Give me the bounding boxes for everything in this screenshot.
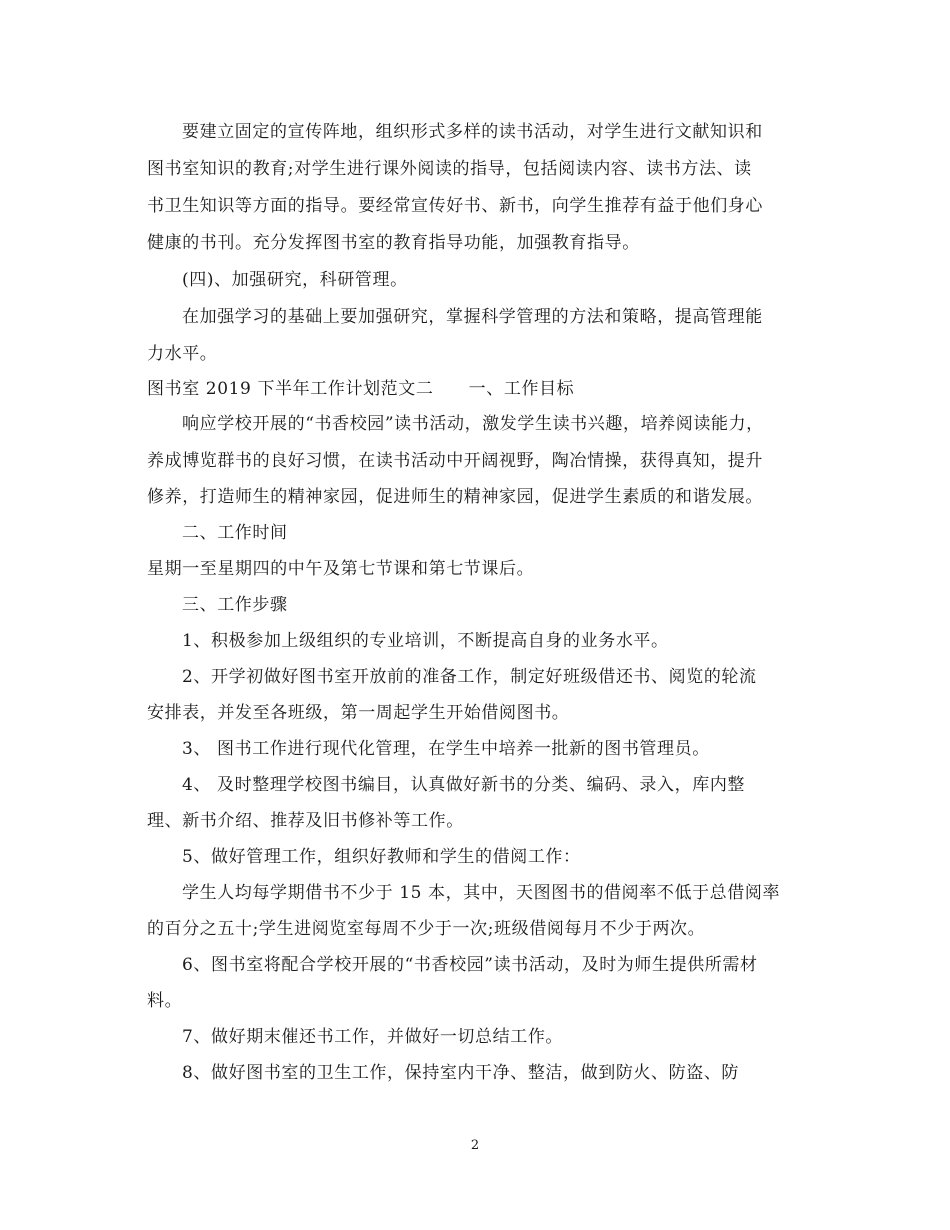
- list-item: 1、积极参加上级组织的专业培训，不断提高自身的业务水平。: [182, 631, 669, 651]
- list-item: 4、 及时整理学校图书编目，认真做好新书的分类、编码、录入，库内整: [182, 775, 746, 795]
- text-line: 理、新书介绍、推荐及旧书修补等工作。: [147, 811, 464, 831]
- section-heading: 二、工作时间: [182, 523, 288, 543]
- text-line: 星期一至星期四的中午及第七节课和第七节课后。: [147, 559, 535, 579]
- list-item: 7、做好期末催还书工作，并做好一切总结工作。: [182, 1027, 564, 1047]
- text-line: 要建立固定的宣传阵地，组织形式多样的读书活动，对学生进行文献知识和: [182, 122, 763, 142]
- page-number: 2: [470, 1138, 480, 1153]
- text-line: 安排表，并发至各班级，第一周起学生开始借阅图书。: [147, 703, 570, 723]
- section-heading: 三、工作步骤: [182, 595, 288, 615]
- list-item: 8、做好图书室的卫生工作，保持室内干净、整洁，做到防火、防盗、防: [182, 1063, 740, 1083]
- list-item: 6、图书室将配合学校开展的“书香校园”读书活动，及时为师生提供所需材: [182, 955, 758, 975]
- text-line: 料。: [147, 991, 183, 1011]
- list-item: 3、 图书工作进行现代化管理，在学生中培养一批新的图书管理员。: [182, 739, 710, 759]
- text-line: 修养，打造师生的精神家园，促进师生的精神家园，促进学生素质的和谐发展。: [147, 487, 763, 507]
- text-line: 的百分之五十;学生进阅览室每周不少于一次;班级借阅每月不少于两次。: [147, 919, 706, 939]
- text-line: 在加强学习的基础上要加强研究，掌握科学管理的方法和策略，提高管理能: [182, 307, 763, 327]
- section-heading: 图书室 2019 下半年工作计划范文二 一、工作目标: [147, 379, 575, 399]
- list-item: 2、开学初做好图书室开放前的准备工作，制定好班级借还书、阅览的轮流: [182, 667, 757, 687]
- text-line: 学生人均每学期借书不少于 15 本，其中，天图图书的借阅率不低于总借阅率: [182, 883, 781, 903]
- text-line: 力水平。: [147, 344, 218, 364]
- text-line: 图书室知识的教育;对学生进行课外阅读的指导，包括阅读内容、读书方法、读: [147, 159, 752, 179]
- text-line: 响应学校开展的“书香校园”读书活动，激发学生读书兴趣，培养阅读能力，: [182, 414, 764, 434]
- text-line: 养成博览群书的良好习惯，在读书活动中开阔视野，陶冶情操，获得真知，提升: [147, 451, 763, 471]
- text-line: 书卫生知识等方面的指导。要经常宣传好书、新书，向学生推荐有益于他们身心: [147, 196, 763, 216]
- list-item: 5、做好管理工作，组织好教师和学生的借阅工作：: [182, 847, 581, 867]
- section-heading: (四)、加强研究，科研管理。: [182, 270, 408, 290]
- text-line: 健康的书刊。充分发挥图书室的教育指导功能，加强教育指导。: [147, 233, 640, 253]
